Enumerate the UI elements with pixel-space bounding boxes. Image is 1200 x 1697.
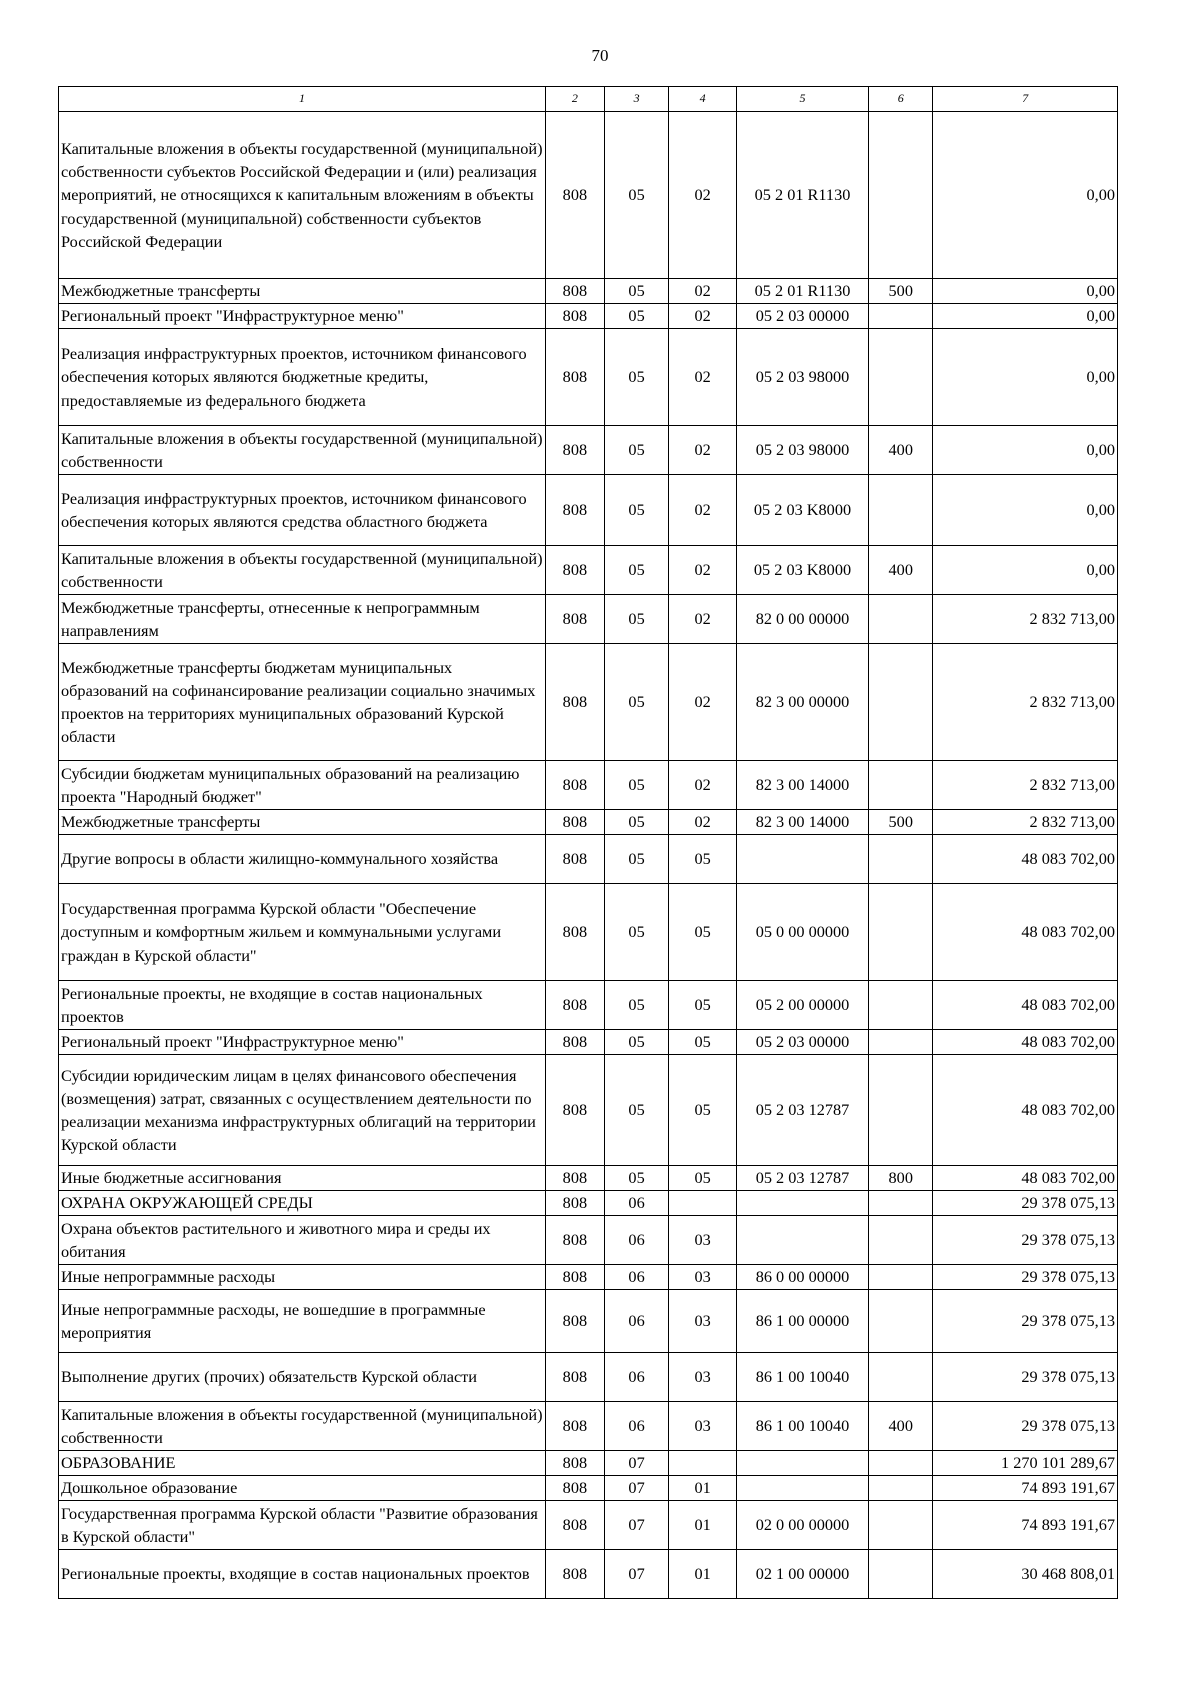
cell-subsection: 02 — [669, 329, 737, 426]
cell-subsection — [669, 1191, 737, 1216]
row-name: Государственная программа Курской области "Обеспечение доступным и комфортным жильем и коммунальными услугами граждан в Курской области" — [59, 884, 546, 981]
row-name: Капитальные вложения в объекты государственной (муниципальной) собственности — [59, 426, 546, 475]
cell-subsection: 01 — [669, 1550, 737, 1599]
column-header: 5 — [736, 87, 868, 112]
row-name: ОХРАНА ОКРУЖАЮЩЕЙ СРЕДЫ — [59, 1191, 546, 1216]
cell-section: 05 — [604, 1055, 668, 1166]
cell-section: 05 — [604, 279, 668, 304]
row-name: Региональные проекты, входящие в состав национальных проектов — [59, 1550, 546, 1599]
cell-amount: 74 893 191,67 — [933, 1501, 1118, 1550]
cell-section: 07 — [604, 1451, 668, 1476]
cell-section: 06 — [604, 1191, 668, 1216]
cell-expense-type: 400 — [869, 1402, 933, 1451]
cell-ministry: 808 — [545, 1451, 604, 1476]
cell-section: 05 — [604, 329, 668, 426]
cell-amount: 48 083 702,00 — [933, 835, 1118, 884]
cell-target-article: 86 1 00 10040 — [736, 1353, 868, 1402]
cell-ministry: 808 — [545, 761, 604, 810]
cell-expense-type — [869, 1476, 933, 1501]
cell-section: 05 — [604, 426, 668, 475]
cell-subsection: 05 — [669, 835, 737, 884]
cell-subsection: 02 — [669, 644, 737, 761]
cell-section: 05 — [604, 304, 668, 329]
table-row — [59, 304, 1118, 329]
cell-subsection: 03 — [669, 1216, 737, 1265]
cell-amount: 1 270 101 289,67 — [933, 1451, 1118, 1476]
row-name: Межбюджетные трансферты — [59, 279, 546, 304]
cell-ministry: 808 — [545, 1191, 604, 1216]
column-header: 1 — [59, 87, 546, 112]
cell-target-article — [736, 1216, 868, 1265]
cell-subsection: 02 — [669, 546, 737, 595]
cell-expense-type — [869, 329, 933, 426]
row-name: Иные непрограммные расходы — [59, 1265, 546, 1290]
cell-section: 06 — [604, 1265, 668, 1290]
row-name: Дошкольное образование — [59, 1476, 546, 1501]
cell-amount: 2 832 713,00 — [933, 761, 1118, 810]
cell-section: 05 — [604, 546, 668, 595]
cell-amount: 48 083 702,00 — [933, 1055, 1118, 1166]
row-name: Региональный проект "Инфраструктурное меню" — [59, 304, 546, 329]
cell-section: 05 — [604, 810, 668, 835]
cell-target-article: 05 2 03 98000 — [736, 329, 868, 426]
row-name: Региональный проект "Инфраструктурное меню" — [59, 1030, 546, 1055]
cell-subsection: 03 — [669, 1265, 737, 1290]
column-number-row — [59, 87, 1118, 112]
cell-target-article: 05 2 03 98000 — [736, 426, 868, 475]
cell-amount: 0,00 — [933, 475, 1118, 546]
cell-ministry: 808 — [545, 835, 604, 884]
cell-target-article — [736, 1451, 868, 1476]
cell-target-article: 82 0 00 00000 — [736, 595, 868, 644]
table-row — [59, 1353, 1118, 1402]
cell-amount: 2 832 713,00 — [933, 810, 1118, 835]
cell-subsection: 03 — [669, 1353, 737, 1402]
cell-subsection: 01 — [669, 1501, 737, 1550]
cell-section: 05 — [604, 595, 668, 644]
cell-section: 05 — [604, 1166, 668, 1191]
column-header: 3 — [604, 87, 668, 112]
table-row — [59, 426, 1118, 475]
cell-ministry: 808 — [545, 1216, 604, 1265]
row-name: Реализация инфраструктурных проектов, источником финансового обеспечения которых являются средства областного бюджета — [59, 475, 546, 546]
table-row — [59, 1290, 1118, 1353]
cell-expense-type: 400 — [869, 426, 933, 475]
cell-subsection: 02 — [669, 426, 737, 475]
cell-target-article: 86 0 00 00000 — [736, 1265, 868, 1290]
cell-ministry: 808 — [545, 1476, 604, 1501]
cell-amount: 0,00 — [933, 304, 1118, 329]
cell-amount: 0,00 — [933, 426, 1118, 475]
cell-expense-type — [869, 112, 933, 279]
table-row — [59, 810, 1118, 835]
cell-subsection: 03 — [669, 1402, 737, 1451]
cell-amount: 29 378 075,13 — [933, 1402, 1118, 1451]
cell-section: 06 — [604, 1216, 668, 1265]
table-row — [59, 835, 1118, 884]
cell-section: 05 — [604, 475, 668, 546]
cell-ministry: 808 — [545, 546, 604, 595]
cell-target-article: 82 3 00 14000 — [736, 810, 868, 835]
cell-target-article: 86 1 00 00000 — [736, 1290, 868, 1353]
cell-expense-type — [869, 1550, 933, 1599]
cell-amount: 74 893 191,67 — [933, 1476, 1118, 1501]
cell-expense-type — [869, 1451, 933, 1476]
cell-expense-type — [869, 981, 933, 1030]
cell-expense-type — [869, 1030, 933, 1055]
cell-target-article: 86 1 00 10040 — [736, 1402, 868, 1451]
cell-target-article: 05 2 03 K8000 — [736, 546, 868, 595]
row-name: Реализация инфраструктурных проектов, источником финансового обеспечения которых являются бюджетные кредиты, предоставляемые из федерального бюджета — [59, 329, 546, 426]
table-row — [59, 1166, 1118, 1191]
row-name: Капитальные вложения в объекты государственной (муниципальной) собственности субъектов Российской Федерации и (или) реализация мероприятий, не относящихся к капитальным вложениям в объекты государственной (муниципальной) собственности субъектов Российской Федерации — [59, 112, 546, 279]
table-row — [59, 1191, 1118, 1216]
row-name: Капитальные вложения в объекты государственной (муниципальной) собственности — [59, 1402, 546, 1451]
cell-subsection: 02 — [669, 761, 737, 810]
cell-amount: 0,00 — [933, 112, 1118, 279]
cell-section: 06 — [604, 1402, 668, 1451]
cell-amount: 29 378 075,13 — [933, 1290, 1118, 1353]
cell-ministry: 808 — [545, 1030, 604, 1055]
table-row — [59, 279, 1118, 304]
table-row — [59, 1265, 1118, 1290]
cell-ministry: 808 — [545, 279, 604, 304]
cell-ministry: 808 — [545, 595, 604, 644]
cell-target-article: 82 3 00 00000 — [736, 644, 868, 761]
page-number: 70 — [591, 46, 609, 65]
cell-expense-type — [869, 1290, 933, 1353]
table-row — [59, 1451, 1118, 1476]
cell-ministry: 808 — [545, 329, 604, 426]
cell-ministry: 808 — [545, 981, 604, 1030]
cell-expense-type — [869, 304, 933, 329]
row-name: Межбюджетные трансферты — [59, 810, 546, 835]
row-name: Другие вопросы в области жилищно-коммунального хозяйства — [59, 835, 546, 884]
cell-amount: 29 378 075,13 — [933, 1191, 1118, 1216]
cell-section: 05 — [604, 884, 668, 981]
cell-subsection: 05 — [669, 1030, 737, 1055]
cell-amount: 48 083 702,00 — [933, 1166, 1118, 1191]
cell-expense-type: 500 — [869, 810, 933, 835]
cell-amount: 2 832 713,00 — [933, 644, 1118, 761]
cell-subsection: 02 — [669, 810, 737, 835]
row-name: Капитальные вложения в объекты государственной (муниципальной) собственности — [59, 546, 546, 595]
table-row — [59, 1402, 1118, 1451]
cell-amount: 29 378 075,13 — [933, 1265, 1118, 1290]
cell-ministry: 808 — [545, 884, 604, 981]
table-row — [59, 1550, 1118, 1599]
cell-expense-type: 400 — [869, 546, 933, 595]
cell-subsection: 02 — [669, 595, 737, 644]
cell-expense-type — [869, 1501, 933, 1550]
cell-section: 05 — [604, 644, 668, 761]
table-row — [59, 475, 1118, 546]
cell-amount: 0,00 — [933, 329, 1118, 426]
cell-section: 05 — [604, 835, 668, 884]
cell-expense-type — [869, 835, 933, 884]
cell-target-article: 05 2 03 12787 — [736, 1166, 868, 1191]
row-name: Межбюджетные трансферты бюджетам муниципальных образований на софинансирование реализации социально значимых проектов на территориях муниципальных образований Курской области — [59, 644, 546, 761]
cell-target-article: 05 2 01 R1130 — [736, 279, 868, 304]
cell-target-article: 05 2 01 R1130 — [736, 112, 868, 279]
cell-section: 05 — [604, 1030, 668, 1055]
table-row — [59, 761, 1118, 810]
cell-target-article: 05 2 03 00000 — [736, 1030, 868, 1055]
cell-subsection: 01 — [669, 1476, 737, 1501]
row-name: Межбюджетные трансферты, отнесенные к непрограммным направлениям — [59, 595, 546, 644]
cell-expense-type — [869, 595, 933, 644]
cell-ministry: 808 — [545, 1055, 604, 1166]
table-row — [59, 1030, 1118, 1055]
cell-target-article: 05 2 00 00000 — [736, 981, 868, 1030]
cell-ministry: 808 — [545, 1353, 604, 1402]
cell-ministry: 808 — [545, 426, 604, 475]
cell-ministry: 808 — [545, 644, 604, 761]
cell-ministry: 808 — [545, 304, 604, 329]
table-row — [59, 1216, 1118, 1265]
cell-ministry: 808 — [545, 1166, 604, 1191]
cell-amount: 29 378 075,13 — [933, 1216, 1118, 1265]
cell-target-article: 05 2 03 12787 — [736, 1055, 868, 1166]
column-header: 4 — [669, 87, 737, 112]
cell-target-article — [736, 1476, 868, 1501]
cell-target-article: 02 1 00 00000 — [736, 1550, 868, 1599]
cell-section: 07 — [604, 1550, 668, 1599]
cell-section: 06 — [604, 1290, 668, 1353]
table-row — [59, 1501, 1118, 1550]
cell-expense-type — [869, 884, 933, 981]
row-name: Выполнение других (прочих) обязательств Курской области — [59, 1353, 546, 1402]
cell-expense-type — [869, 1353, 933, 1402]
cell-subsection: 05 — [669, 981, 737, 1030]
cell-ministry: 808 — [545, 810, 604, 835]
cell-ministry: 808 — [545, 112, 604, 279]
table-row — [59, 595, 1118, 644]
row-name: Субсидии бюджетам муниципальных образований на реализацию проекта "Народный бюджет" — [59, 761, 546, 810]
row-name: ОБРАЗОВАНИЕ — [59, 1451, 546, 1476]
cell-expense-type — [869, 644, 933, 761]
cell-subsection: 05 — [669, 884, 737, 981]
budget-table — [58, 86, 1118, 1599]
column-header: 6 — [869, 87, 933, 112]
cell-target-article: 05 2 03 K8000 — [736, 475, 868, 546]
cell-target-article: 05 0 00 00000 — [736, 884, 868, 981]
cell-amount: 30 468 808,01 — [933, 1550, 1118, 1599]
cell-section: 07 — [604, 1476, 668, 1501]
cell-ministry: 808 — [545, 475, 604, 546]
cell-section: 06 — [604, 1353, 668, 1402]
cell-expense-type — [869, 475, 933, 546]
table-row — [59, 329, 1118, 426]
table-row — [59, 546, 1118, 595]
cell-ministry: 808 — [545, 1501, 604, 1550]
row-name: Субсидии юридическим лицам в целях финансового обеспечения (возмещения) затрат, связанных с осуществлением деятельности по реализации механизма инфраструктурных облигаций на территории Курской области — [59, 1055, 546, 1166]
row-name: Иные непрограммные расходы, не вошедшие в программные мероприятия — [59, 1290, 546, 1353]
cell-amount: 0,00 — [933, 279, 1118, 304]
cell-expense-type — [869, 1216, 933, 1265]
row-name: Иные бюджетные ассигнования — [59, 1166, 546, 1191]
cell-subsection: 02 — [669, 475, 737, 546]
cell-amount: 48 083 702,00 — [933, 981, 1118, 1030]
cell-subsection: 05 — [669, 1166, 737, 1191]
cell-section: 05 — [604, 761, 668, 810]
cell-target-article — [736, 1191, 868, 1216]
cell-subsection: 03 — [669, 1290, 737, 1353]
table-row — [59, 112, 1118, 279]
cell-amount: 48 083 702,00 — [933, 1030, 1118, 1055]
cell-ministry: 808 — [545, 1265, 604, 1290]
cell-target-article: 02 0 00 00000 — [736, 1501, 868, 1550]
row-name: Региональные проекты, не входящие в состав национальных проектов — [59, 981, 546, 1030]
cell-section: 05 — [604, 981, 668, 1030]
cell-amount: 48 083 702,00 — [933, 884, 1118, 981]
cell-amount: 0,00 — [933, 546, 1118, 595]
cell-target-article: 82 3 00 14000 — [736, 761, 868, 810]
cell-expense-type: 500 — [869, 279, 933, 304]
cell-ministry: 808 — [545, 1290, 604, 1353]
cell-subsection: 02 — [669, 279, 737, 304]
cell-subsection: 02 — [669, 304, 737, 329]
table-row — [59, 644, 1118, 761]
column-header: 2 — [545, 87, 604, 112]
cell-subsection: 02 — [669, 112, 737, 279]
table-row — [59, 1476, 1118, 1501]
cell-target-article — [736, 835, 868, 884]
cell-amount: 29 378 075,13 — [933, 1353, 1118, 1402]
row-name: Государственная программа Курской области "Развитие образования в Курской области" — [59, 1501, 546, 1550]
cell-subsection — [669, 1451, 737, 1476]
table-row — [59, 981, 1118, 1030]
cell-section: 07 — [604, 1501, 668, 1550]
row-name: Охрана объектов растительного и животного мира и среды их обитания — [59, 1216, 546, 1265]
cell-section: 05 — [604, 112, 668, 279]
cell-expense-type — [869, 1055, 933, 1166]
cell-expense-type: 800 — [869, 1166, 933, 1191]
cell-amount: 2 832 713,00 — [933, 595, 1118, 644]
cell-expense-type — [869, 1265, 933, 1290]
table-row — [59, 1055, 1118, 1166]
cell-expense-type — [869, 1191, 933, 1216]
cell-expense-type — [869, 761, 933, 810]
cell-subsection: 05 — [669, 1055, 737, 1166]
cell-target-article: 05 2 03 00000 — [736, 304, 868, 329]
cell-ministry: 808 — [545, 1550, 604, 1599]
cell-ministry: 808 — [545, 1402, 604, 1451]
column-header: 7 — [933, 87, 1118, 112]
table-row — [59, 884, 1118, 981]
